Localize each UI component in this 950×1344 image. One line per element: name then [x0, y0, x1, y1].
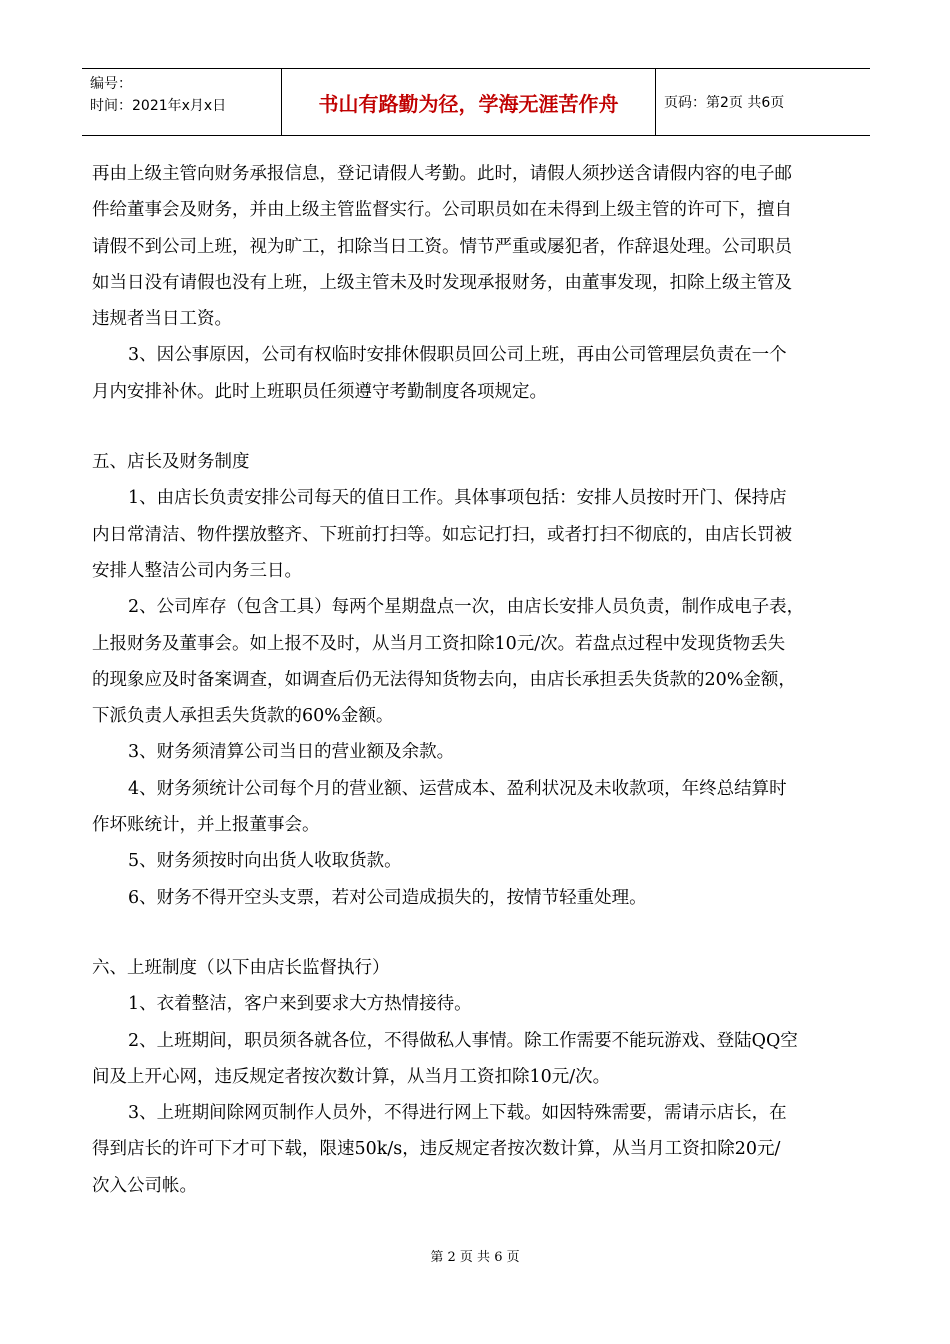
paragraph-line: 内日常清洁、物件摆放整齐、下班前打扫等。如忘记打扫，或者打扫不彻底的，由店长罚被	[92, 524, 792, 545]
page-header	[82, 68, 870, 136]
section-spacer	[92, 916, 864, 950]
paragraph-line: 安排人整洁公司内务三日。	[92, 560, 302, 581]
paragraph-line: 下派负责人承担丢失货款的60%金额。	[92, 706, 394, 727]
paragraph-line: 违规者当日工资。	[92, 309, 232, 330]
paragraph-line: 作坏账统计，并上报董事会。	[92, 815, 320, 836]
document-time-label: 时间：2021年x月x日	[90, 98, 227, 114]
paragraph-line: 件给董事会及财务，并由上级主管监督实行。公司职员如在未得到上级主管的许可下，擅自	[92, 200, 792, 221]
header-page-info: 页码：第2页 共6页	[664, 95, 785, 111]
page-footer: 第 2 页 共 6 页	[430, 1250, 520, 1265]
paragraph-line: 得到店长的许可下才可下载，限速50k/s，违反规定者按次数计算，从当月工资扣除20元/	[92, 1139, 781, 1160]
list-item-line: 6、财务不得开空头支票，若对公司造成损失的，按情节轻重处理。	[128, 887, 647, 908]
header-motto: 书山有路勤为径，学海无涯苦作舟	[282, 69, 656, 135]
document-body	[92, 156, 864, 1204]
paragraph-line: 请假不到公司上班，视为旷工，扣除当日工资。情节严重或屡犯者，作辞退处理。公司职员	[92, 236, 792, 257]
paragraph-line: 上报财务及董事会。如上报不及时，从当月工资扣除10元/次。若盘点过程中发现货物丢失	[92, 633, 786, 654]
paragraph-line: 再由上级主管向财务承报信息，登记请假人考勤。此时，请假人须抄送含请假内容的电子邮	[92, 164, 792, 184]
section-heading: 六、上班制度（以下由店长监督执行）	[92, 957, 390, 978]
section-heading: 五、店长及财务制度	[92, 452, 250, 473]
paragraph-line: 月内安排补休。此时上班职员任须遵守考勤制度各项规定。	[92, 381, 547, 402]
list-item-line: 5、财务须按时向出货人收取货款。	[128, 851, 402, 872]
list-item-line: 1、由店长负责安排公司每天的值日工作。具体事项包括：安排人员按时开门、保持店	[128, 488, 787, 509]
list-item-line: 3、上班期间除网页制作人员外，不得进行网上下载。如因特殊需要，需请示店长，在	[128, 1103, 787, 1124]
paragraph-line: 间及上开心网，违反规定者按次数计算，从当月工资扣除10元/次。	[92, 1066, 611, 1087]
list-item-line: 3、因公事原因，公司有权临时安排休假职员回公司上班，再由公司管理层负责在一个	[128, 345, 787, 366]
paragraph-line: 的现象应及时备案调查，如调查后仍无法得知货物去向，由店长承担丢失货款的20%金额，	[92, 669, 796, 690]
section-spacer	[92, 410, 864, 444]
paragraph-line: 如当日没有请假也没有上班，上级主管未及时发现承报财务，由董事发现，扣除上级主管及	[92, 272, 792, 293]
list-item-line: 4、财务须统计公司每个月的营业额、运营成本、盈利状况及未收款项，年终总结算时	[128, 778, 787, 799]
paragraph-line: 次入公司帐。	[92, 1175, 197, 1196]
list-item-line: 2、公司库存（包含工具）每两个星期盘点一次，由店长安排人员负责，制作成电子表，	[128, 597, 805, 618]
list-item-line: 1、衣着整洁，客户来到要求大方热情接待。	[128, 994, 472, 1015]
header-meta	[82, 69, 282, 135]
list-item-line: 3、财务须清算公司当日的营业额及余款。	[128, 742, 455, 763]
list-item-line: 2、上班期间，职员须各就各位，不得做私人事情。除工作需要不能玩游戏、登陆QQ空	[128, 1030, 798, 1051]
document-number-label: 编号：	[90, 76, 132, 92]
